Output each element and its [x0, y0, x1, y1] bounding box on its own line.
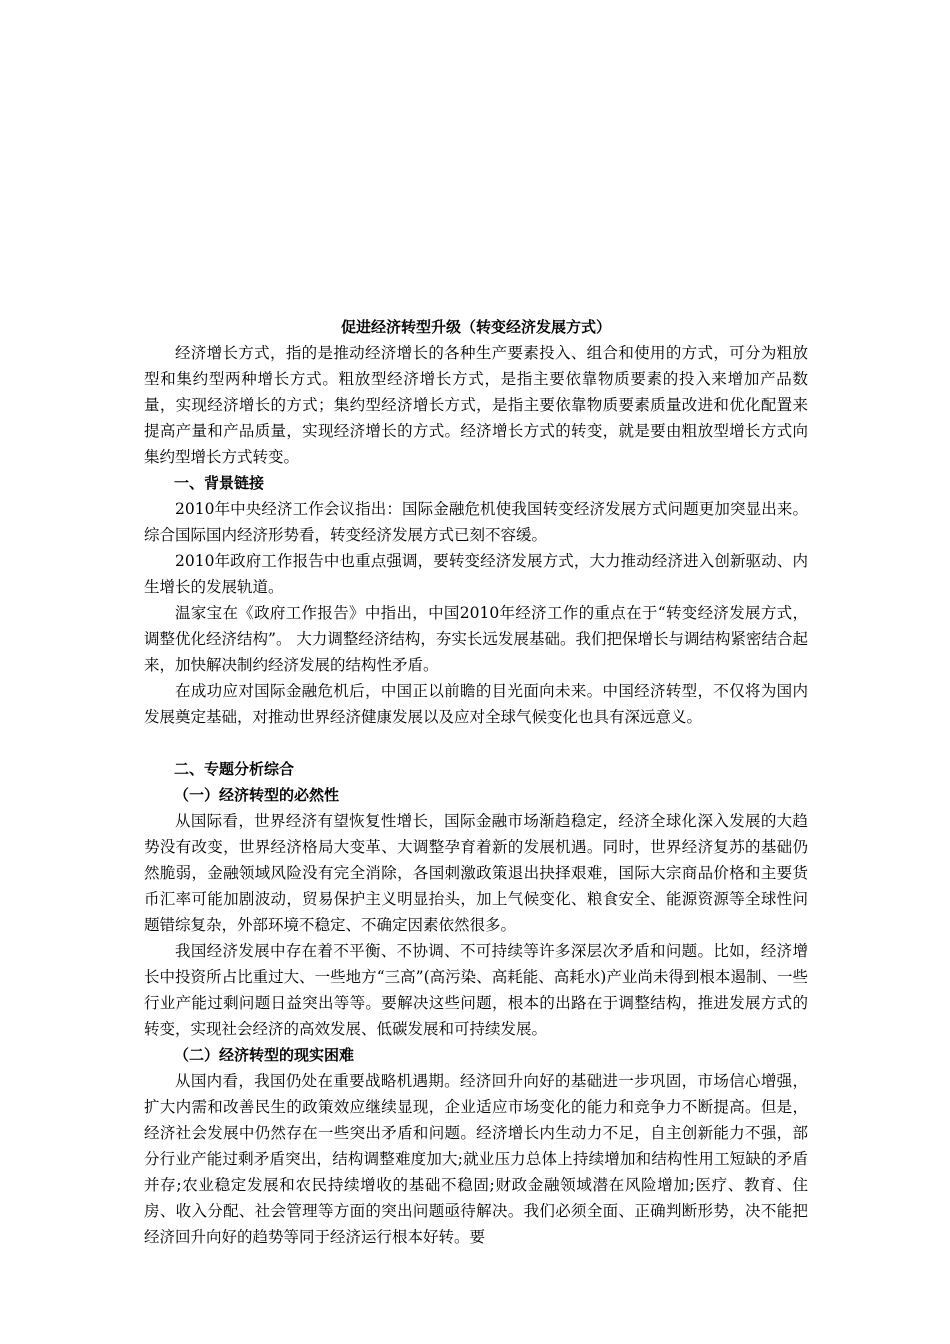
document-page — [144, 314, 808, 1250]
body-paragraph: 2010年中央经济工作会议指出：国际金融危机使我国转变经济发展方式问题更加突显出来。综合国际国内经济形势看，转变经济发展方式已刻不容缓。 — [144, 500, 808, 544]
section-heading-analysis: 二、专题分析综合 — [174, 760, 295, 778]
subsection-heading-difficulties: （二）经济转型的现实困难 — [174, 1046, 355, 1064]
document-title: 促进经济转型升级（转变经济发展方式） — [340, 318, 611, 336]
body-paragraph: 从国内看，我国仍处在重要战略机遇期。经济回升向好的基础进一步巩固，市场信心增强，扩大内需和改善民生的政策效应继续显现，企业适应市场变化的能力和竞争力不断提高。但是，经济社会发展中仍然存在一些突出矛盾和问题。经济增长内生动力不足，自主创新能力不强，部分行业产能过剩矛盾突出，结构调整难度加大;就业压力总体上持续增加和结构性用工短缺的矛盾并存;农业稳定发展和农民持续增收的基础不稳固;财政金融领域潜在风险增加;医疗、教育、住房、收入分配、社会管理等方面的突出问题亟待解决。我们必须全面、正确判断形势，决不能把经济回升向好的趋势等同于经济运行根本好转。要 — [144, 1072, 808, 1246]
body-paragraph: 我国经济发展中存在着不平衡、不协调、不可持续等许多深层次矛盾和问题。比如，经济增长中投资所占比重过大、一些地方“三高”(高污染、高耗能、高耗水)产业尚未得到根本遏制、一些行业产能过剩问题日益突出等等。要解决这些问题，根本的出路在于调整结构，推进发展方式的转变，实现社会经济的高效发展、低碳发展和可持续发展。 — [144, 942, 808, 1038]
subsection-heading-necessity: （一）经济转型的必然性 — [174, 786, 340, 804]
body-paragraph: 2010年政府工作报告中也重点强调，要转变经济发展方式，大力推动经济进入创新驱动、内生增长的发展轨道。 — [144, 552, 808, 596]
body-paragraph: 温家宝在《政府工作报告》中指出，中国2010年经济工作的重点在于“转变经济发展方式，调整优化经济结构”。 大力调整经济结构，夯实长远发展基础。我们把保增长与调结构紧密结合起来，加快解决制约经济发展的结构性矛盾。 — [144, 604, 808, 674]
body-paragraph: 在成功应对国际金融危机后，中国正以前瞻的目光面向未来。中国经济转型，不仅将为国内发展奠定基础，对推动世界经济健康发展以及应对全球气候变化也具有深远意义。 — [144, 682, 808, 726]
body-paragraph: 从国际看，世界经济有望恢复性增长，国际金融市场渐趋稳定，经济全球化深入发展的大趋势没有改变，世界经济格局大变革、大调整孕育着新的发展机遇。同时，世界经济复苏的基础仍然脆弱，金融领域风险没有完全消除，各国刺激政策退出抉择艰难，国际大宗商品价格和主要货币汇率可能加剧波动，贸易保护主义明显抬头，加上气候变化、粮食安全、能源资源等全球性问题错综复杂，外部环境不稳定、不确定因素依然很多。 — [144, 812, 808, 934]
intro-paragraph: 经济增长方式，指的是推动经济增长的各种生产要素投入、组合和使用的方式，可分为粗放型和集约型两种增长方式。粗放型经济增长方式，是指主要依靠物质要素的投入来增加产品数量，实现经济增长的方式；集约型经济增长方式，是指主要依靠物质要素质量改进和优化配置来提高产量和产品质量，实现经济增长的方式。经济增长方式的转变，就是要由粗放型增长方式向集约型增长方式转变。 — [144, 344, 808, 466]
blank-line — [144, 730, 808, 756]
section-heading-background: 一、背景链接 — [174, 474, 265, 492]
